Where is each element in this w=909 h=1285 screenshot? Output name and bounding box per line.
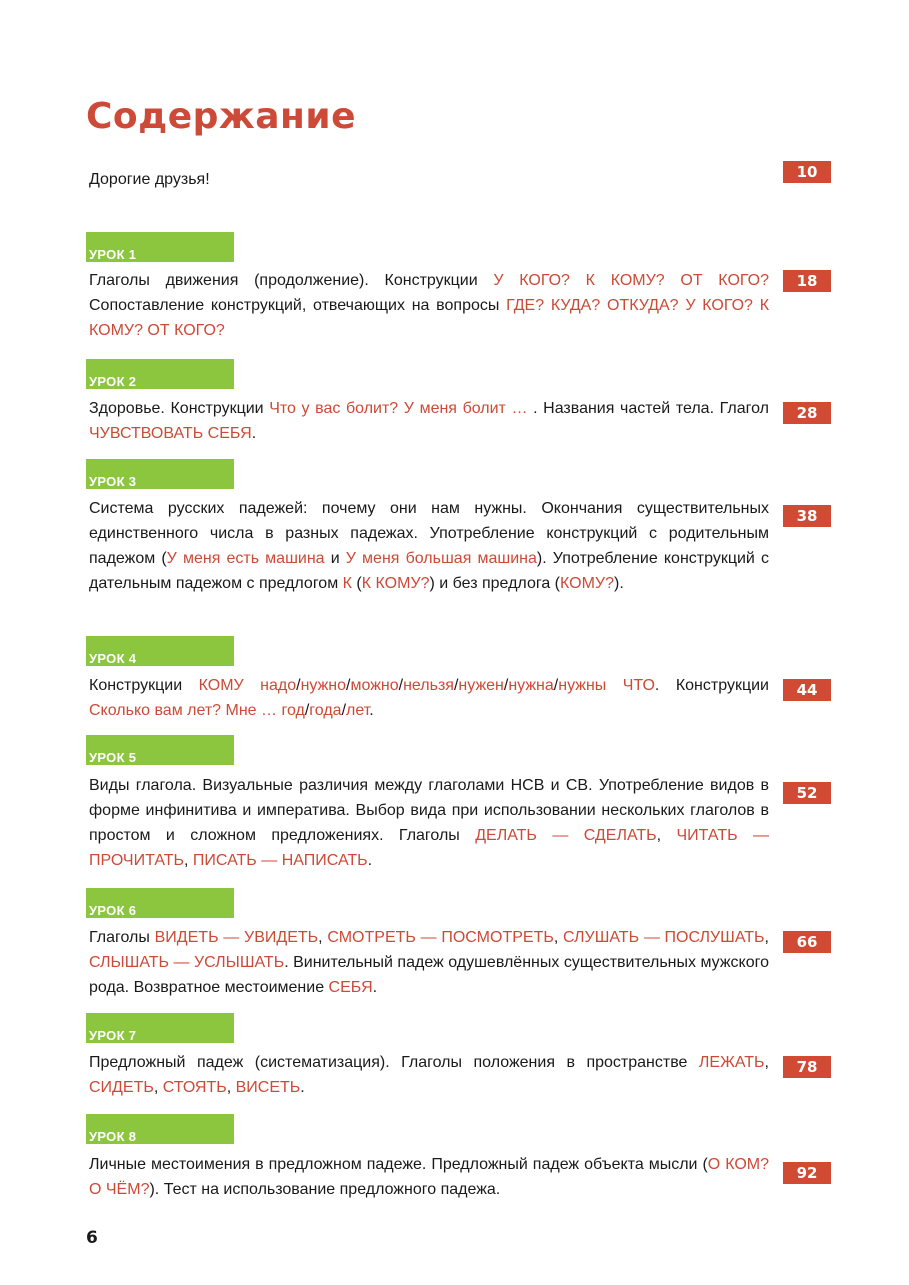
- highlighted-term: лет: [346, 702, 370, 719]
- highlighted-term: К: [342, 575, 352, 592]
- intro-page-badge[interactable]: 10: [783, 161, 831, 183]
- description-text: /: [341, 702, 347, 719]
- highlighted-term: СЛУШАТЬ — ПОСЛУШАТЬ: [563, 929, 765, 946]
- lesson-band: [86, 459, 234, 489]
- lesson-description: [89, 496, 769, 596]
- description-text: /: [296, 677, 301, 694]
- description-text: ,: [764, 929, 769, 946]
- description-text: ,: [184, 852, 193, 869]
- description-text: Здоровье. Конструкции: [89, 400, 270, 417]
- highlighted-term: СМОТРЕТЬ — ПОСМОТРЕТЬ: [327, 929, 554, 946]
- lesson-band: [86, 232, 234, 262]
- highlighted-term: СИДЕТЬ: [89, 1079, 154, 1096]
- description-text: ).: [613, 575, 624, 592]
- lesson-band: [86, 888, 234, 918]
- highlighted-term: Сколько вам лет? Мне … год: [89, 702, 305, 719]
- highlighted-term: нужно: [300, 677, 347, 694]
- description-text: ,: [553, 929, 564, 946]
- lesson-description: [89, 1152, 769, 1202]
- description-text: Глаголы: [89, 929, 155, 946]
- description-text: Сопоставление конструкций, отвечающих на вопросы: [89, 297, 507, 314]
- description-text: /: [553, 677, 559, 694]
- description-text: .: [369, 702, 374, 719]
- lesson-description: [89, 773, 769, 873]
- lesson-band: [86, 636, 234, 666]
- highlighted-term: нельзя: [403, 677, 454, 694]
- highlighted-term: К КОМУ?: [361, 575, 430, 592]
- lesson-page-badge[interactable]: 28: [783, 402, 831, 424]
- description-text: ). Употребление конструкций с дательным падежом с предлогом: [89, 550, 769, 592]
- highlighted-term: ПИСАТЬ — НАПИСАТЬ: [192, 852, 368, 869]
- lesson-description: [89, 1050, 769, 1100]
- lesson-page-badge[interactable]: 66: [783, 931, 831, 953]
- highlighted-term: нужна: [508, 677, 554, 694]
- description-text: /: [503, 677, 509, 694]
- highlighted-term: У КОГО? К КОМУ? ОТ КОГО?: [493, 272, 769, 289]
- highlighted-term: года: [309, 702, 342, 719]
- highlighted-term: ВИДЕТЬ — УВИДЕТЬ: [154, 929, 319, 946]
- lesson-page-badge[interactable]: 92: [783, 1162, 831, 1184]
- lesson-band: [86, 359, 234, 389]
- description-text: (: [351, 575, 362, 592]
- description-text: . Конструкции: [654, 677, 769, 694]
- description-text: Виды глагола. Визуальные различия между глаголами НСВ и СВ. Употребление видов в форме инфинитива и императива. Выбор вида при использовании нескольких глаголов в простом и сложном предложениях. Глаголы: [89, 777, 769, 844]
- highlighted-term: нужны ЧТО: [558, 677, 655, 694]
- highlighted-term: ВИСЕТЬ: [235, 1079, 301, 1096]
- highlighted-term: ДЕЛАТЬ — СДЕЛАТЬ: [475, 827, 657, 844]
- highlighted-term: нужен: [458, 677, 504, 694]
- lesson-page-badge[interactable]: 44: [783, 679, 831, 701]
- description-text: ,: [153, 1079, 163, 1096]
- description-text: Конструкции: [89, 677, 199, 694]
- lesson-description: [89, 925, 769, 1000]
- intro-text: Дорогие друзья!: [89, 171, 210, 188]
- highlighted-term: У меня есть машина: [166, 550, 325, 567]
- highlighted-term: ЧУВСТВОВАТЬ СЕБЯ: [89, 425, 252, 442]
- lesson-label: УРОК 1: [89, 247, 137, 262]
- lesson-description: [89, 396, 769, 446]
- description-text: Предложный падеж (систематизация). Глаголы положения в пространстве: [89, 1054, 699, 1071]
- lesson-description: [89, 268, 769, 343]
- lesson-label: УРОК 2: [89, 374, 137, 389]
- description-text: /: [453, 677, 459, 694]
- description-text: /: [346, 677, 351, 694]
- lesson-band: [86, 1114, 234, 1144]
- description-text: и: [324, 550, 346, 567]
- lesson-page-badge[interactable]: 78: [783, 1056, 831, 1078]
- description-text: Глаголы движения (продолжение). Конструкции: [89, 272, 494, 289]
- highlighted-term: ЛЕЖАТЬ: [698, 1054, 765, 1071]
- highlighted-term: СЕБЯ: [328, 979, 373, 996]
- lesson-band: [86, 1013, 234, 1043]
- highlighted-term: СЛЫШАТЬ — УСЛЫШАТЬ: [89, 954, 285, 971]
- highlighted-term: О КОМ? О ЧЁМ?: [89, 1156, 770, 1198]
- description-text: /: [304, 702, 310, 719]
- highlighted-term: КОМУ?: [560, 575, 614, 592]
- highlighted-term: КОМУ надо: [198, 677, 297, 694]
- highlighted-term: ЧИТАТЬ — ПРОЧИТАТЬ: [89, 827, 770, 869]
- lesson-page-badge[interactable]: 38: [783, 505, 831, 527]
- description-text: .: [251, 425, 257, 442]
- highlighted-term: ГДЕ? КУДА? ОТКУДА?: [506, 297, 679, 314]
- lesson-label: УРОК 4: [89, 651, 137, 666]
- highlighted-term: У меня большая машина: [345, 550, 537, 567]
- description-text: .: [300, 1079, 305, 1096]
- description-text: .: [367, 852, 373, 869]
- description-text: . Винительный падеж одушевлённых существительных мужского рода. Возвратное местоимение: [89, 954, 770, 996]
- lesson-description: [89, 673, 769, 723]
- lesson-label: УРОК 5: [89, 750, 137, 765]
- highlighted-term: Что у вас болит? У меня болит …: [269, 400, 528, 417]
- lesson-label: УРОК 6: [89, 903, 137, 918]
- description-text: ,: [318, 929, 328, 946]
- description-text: ,: [226, 1079, 236, 1096]
- description-text: Система русских падежей: почему они нам нужны. Окончания существительных единственного числа в разных падежах. Употребление конструкций с родительным падежом (: [89, 500, 769, 567]
- description-text: ) и без предлога (: [429, 575, 560, 592]
- description-text: ). Тест на использование предложного падежа.: [149, 1181, 501, 1198]
- lesson-label: УРОК 7: [89, 1028, 137, 1043]
- description-text: /: [398, 677, 404, 694]
- lesson-label: УРОК 8: [89, 1129, 137, 1144]
- highlighted-term: можно: [350, 677, 399, 694]
- lesson-page-badge[interactable]: 52: [783, 782, 831, 804]
- description-text: .: [372, 979, 378, 996]
- description-text: Личные местоимения в предложном падеже. Предложный падеж объекта мысли (: [89, 1156, 708, 1173]
- lesson-label: УРОК 3: [89, 474, 137, 489]
- description-text: ,: [656, 827, 677, 844]
- lesson-page-badge[interactable]: 18: [783, 270, 831, 292]
- highlighted-term: СТОЯТЬ: [162, 1079, 227, 1096]
- page-title: Содержание: [86, 96, 357, 137]
- highlighted-term: У КОГО? К КОМУ? ОТ КОГО?: [89, 297, 770, 339]
- lesson-band: [86, 735, 234, 765]
- page-number: 6: [86, 1228, 98, 1248]
- description-text: . Названия частей тела. Глагол: [527, 400, 770, 417]
- description-text: ,: [764, 1054, 769, 1071]
